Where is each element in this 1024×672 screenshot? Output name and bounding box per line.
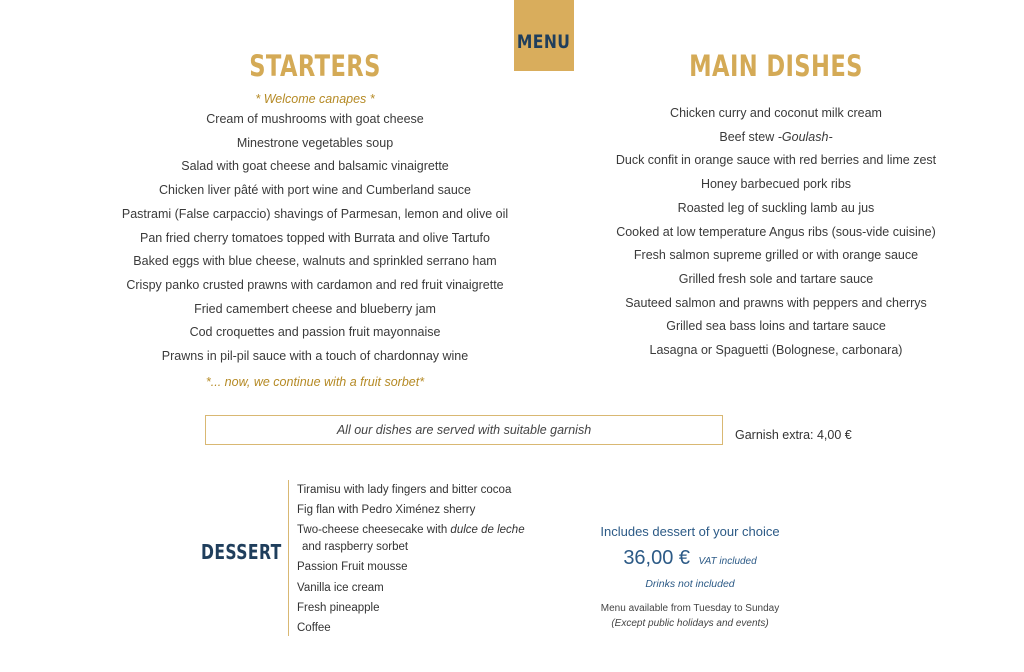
dessert-list	[297, 480, 557, 638]
starters-title: STARTERS	[249, 49, 381, 83]
includes-dessert: Includes dessert of your choice	[600, 524, 780, 539]
garnish-note: All our dishes are served with suitable garnish	[336, 423, 592, 437]
starter-item: Cream of mushrooms with goat cheese	[206, 112, 424, 126]
starter-item: Fried camembert cheese and blueberry jam	[194, 301, 436, 316]
vat-note: VAT included	[698, 556, 757, 567]
starter-item: Salad with goat cheese and balsamic vinaigrette	[181, 159, 449, 174]
starter-item: Pan fried cherry tomatoes topped with Burrata and olive Tartufo	[140, 230, 490, 245]
main-dish-item: Lasagna or Spaguetti (Bolognese, carbonara)	[649, 343, 903, 358]
dessert-item: Vanilla ice cream	[297, 581, 384, 594]
main-dish-item: Sauteed salmon and prawns with peppers and cherrys	[625, 295, 927, 310]
main-dish-item: Grilled fresh sole and tartare sauce	[678, 271, 874, 286]
starter-item: Baked eggs with blue cheese, walnuts and sprinkled serrano ham	[133, 254, 497, 269]
dessert-item: Coffee	[297, 622, 331, 635]
dessert-item: Fig flan with Pedro Ximénez sherry	[297, 504, 476, 517]
menu-tab	[514, 0, 574, 71]
starter-item: Pastrami (False carpaccio) shavings of Parmesan, lemon and olive oil	[121, 206, 509, 221]
main-dish-item: Roasted leg of suckling lamb au jus	[677, 200, 875, 215]
sorbet-note: *... now, we continue with a fruit sorbet*	[205, 374, 425, 389]
main-dish-item: Fresh salmon supreme grilled or with orange sauce	[633, 248, 919, 263]
main-dish-item: Duck confit in orange sauce with red berries and lime zest	[615, 153, 937, 168]
price-line	[575, 544, 805, 576]
dessert-title: DESSERT	[201, 540, 282, 564]
starter-item: Chicken liver pâté with port wine and Cumberland sauce	[159, 183, 471, 198]
starters-list	[110, 108, 520, 369]
starters-section	[110, 48, 520, 391]
dessert-item: Fresh pineapple	[297, 601, 380, 614]
dessert-item: Two-cheese cheesecake with dulce de leche and raspberry sorbet	[297, 524, 525, 554]
starter-item: Prawns in pil-pil sauce with a touch of chardonnay wine	[161, 349, 469, 364]
main-dish-item: Honey barbecued pork ribs	[700, 177, 852, 192]
dessert-item: Passion Fruit mousse	[297, 561, 408, 574]
availability	[575, 601, 805, 631]
price-block	[575, 522, 805, 631]
menu-tab-label: MENU	[517, 30, 571, 53]
menu-price: 36,00 €	[623, 547, 691, 569]
starter-item: Minestrone vegetables soup	[236, 135, 394, 150]
availability-days: Menu available from Tuesday to Sunday	[600, 603, 780, 614]
drinks-note: Drinks not included	[645, 578, 735, 590]
starter-item: Cod croquettes and passion fruit mayonnaise	[189, 325, 441, 340]
starter-item: Crispy panko crusted prawns with cardamon and red fruit vinaigrette	[126, 277, 504, 292]
main-dish-item: Cooked at low temperature Angus ribs (sous-vide cuisine)	[616, 224, 936, 239]
garnish-note-box	[205, 415, 723, 445]
dessert-item: Tiramisu with lady fingers and bitter cocoa	[297, 484, 512, 496]
main-dishes-list	[570, 102, 982, 363]
main-dishes-title: MAIN DISHES	[689, 49, 863, 83]
main-dishes-section	[570, 48, 982, 363]
dessert-divider	[288, 480, 289, 636]
main-dish-item: Grilled sea bass loins and tartare sauce	[666, 319, 886, 334]
main-dish-item: Chicken curry and coconut milk cream	[670, 106, 882, 120]
welcome-canapes-note: * Welcome canapes *	[255, 92, 375, 106]
garnish-extra: Garnish extra: 4,00 €	[735, 428, 852, 442]
availability-exceptions: (Except public holidays and events)	[611, 618, 769, 629]
main-dish-item: Beef stew -Goulash-	[719, 129, 833, 144]
